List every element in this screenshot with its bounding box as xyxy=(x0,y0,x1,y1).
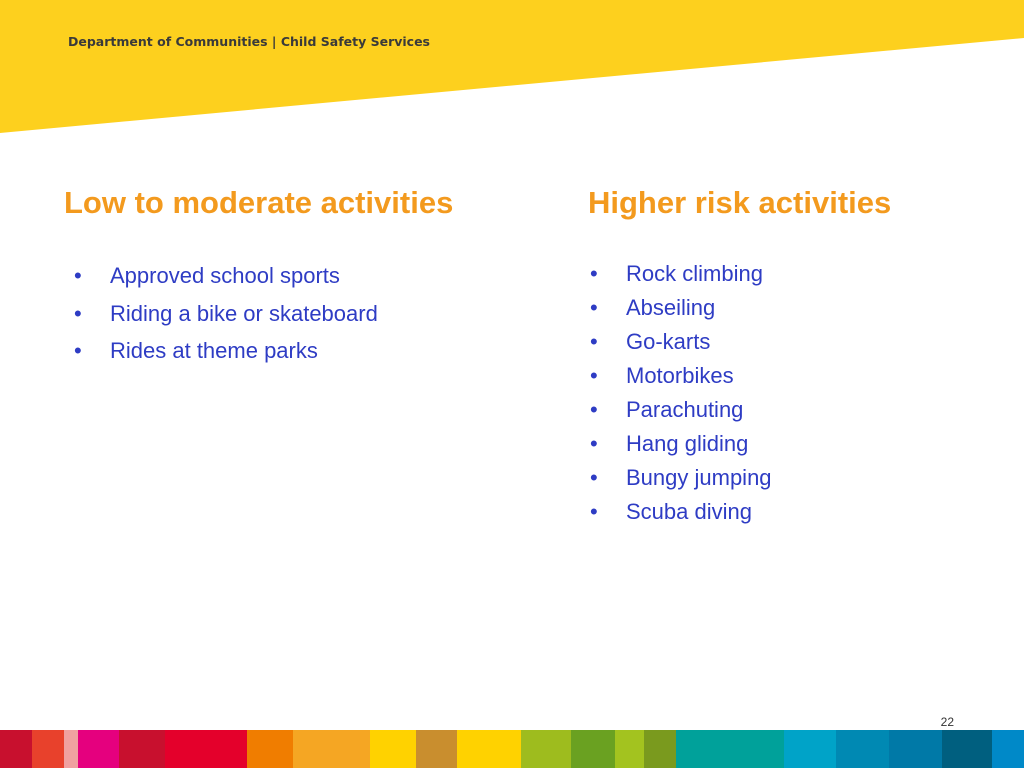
footer-stripe xyxy=(293,730,343,768)
bullet-icon: • xyxy=(74,300,82,326)
bullet-icon: • xyxy=(590,363,598,388)
footer-stripe xyxy=(889,730,942,768)
footer-stripe xyxy=(343,730,370,768)
header-banner xyxy=(0,0,1024,140)
bullet-icon: • xyxy=(590,397,598,422)
list-item-text: Riding a bike or skateboard xyxy=(110,300,378,326)
low-moderate-activities-list xyxy=(74,262,378,375)
bullet-icon: • xyxy=(74,338,82,363)
list-item xyxy=(590,294,772,328)
footer-stripe xyxy=(370,730,416,768)
footer-stripe xyxy=(942,730,992,768)
bullet-icon: • xyxy=(590,499,598,524)
footer-stripe xyxy=(165,730,215,768)
list-item xyxy=(590,260,772,294)
footer-stripe xyxy=(615,730,645,768)
bullet-icon: • xyxy=(590,465,598,490)
footer-stripe xyxy=(784,730,837,768)
bullet-icon: • xyxy=(590,295,598,320)
footer-stripe xyxy=(32,730,64,768)
list-item-text: Motorbikes xyxy=(626,363,734,388)
footer-stripe xyxy=(571,730,614,768)
right-column-heading: Higher risk activities xyxy=(588,185,892,220)
footer-stripe xyxy=(416,730,457,768)
list-item-text: Parachuting xyxy=(626,397,744,422)
footer-stripe xyxy=(836,730,889,768)
list-item-text: Approved school sports xyxy=(110,263,340,288)
list-item xyxy=(590,396,772,430)
page-number: 22 xyxy=(940,715,954,729)
footer-stripe xyxy=(457,730,521,768)
list-item-text: Rock climbing xyxy=(626,261,763,286)
list-item xyxy=(590,328,772,362)
list-item xyxy=(590,498,772,532)
list-item-text: Rides at theme parks xyxy=(110,338,318,363)
list-item-text: Hang gliding xyxy=(626,431,749,456)
bullet-icon: • xyxy=(590,431,598,456)
bullet-icon: • xyxy=(590,261,598,286)
footer-stripe xyxy=(247,730,293,768)
footer-stripe xyxy=(119,730,165,768)
footer-stripe xyxy=(750,730,784,768)
list-item-text: Scuba diving xyxy=(626,499,752,524)
footer-stripe xyxy=(64,730,78,768)
organisation-name: Department of Communities | Child Safety Services xyxy=(68,34,430,49)
footer-stripe xyxy=(992,730,1024,768)
list-item xyxy=(590,464,772,498)
footer-stripe xyxy=(78,730,119,768)
list-item xyxy=(74,300,378,338)
footer-stripe xyxy=(521,730,571,768)
list-item xyxy=(590,362,772,396)
list-item-text: Abseiling xyxy=(626,295,716,320)
list-item xyxy=(74,337,378,375)
header-yellow-shape xyxy=(0,0,1024,133)
footer-stripe xyxy=(676,730,749,768)
bullet-icon: • xyxy=(590,329,598,354)
footer-stripe xyxy=(644,730,676,768)
list-item xyxy=(590,430,772,464)
left-column-heading: Low to moderate activities xyxy=(64,185,454,220)
list-item-text: Go-karts xyxy=(626,329,711,354)
list-item xyxy=(74,262,378,300)
higher-risk-activities-list xyxy=(590,260,772,532)
footer-color-stripe-bar xyxy=(0,730,1024,768)
footer-stripe xyxy=(215,730,247,768)
list-item-text: Bungy jumping xyxy=(626,465,772,490)
footer-stripe xyxy=(0,730,32,768)
bullet-icon: • xyxy=(74,263,82,288)
